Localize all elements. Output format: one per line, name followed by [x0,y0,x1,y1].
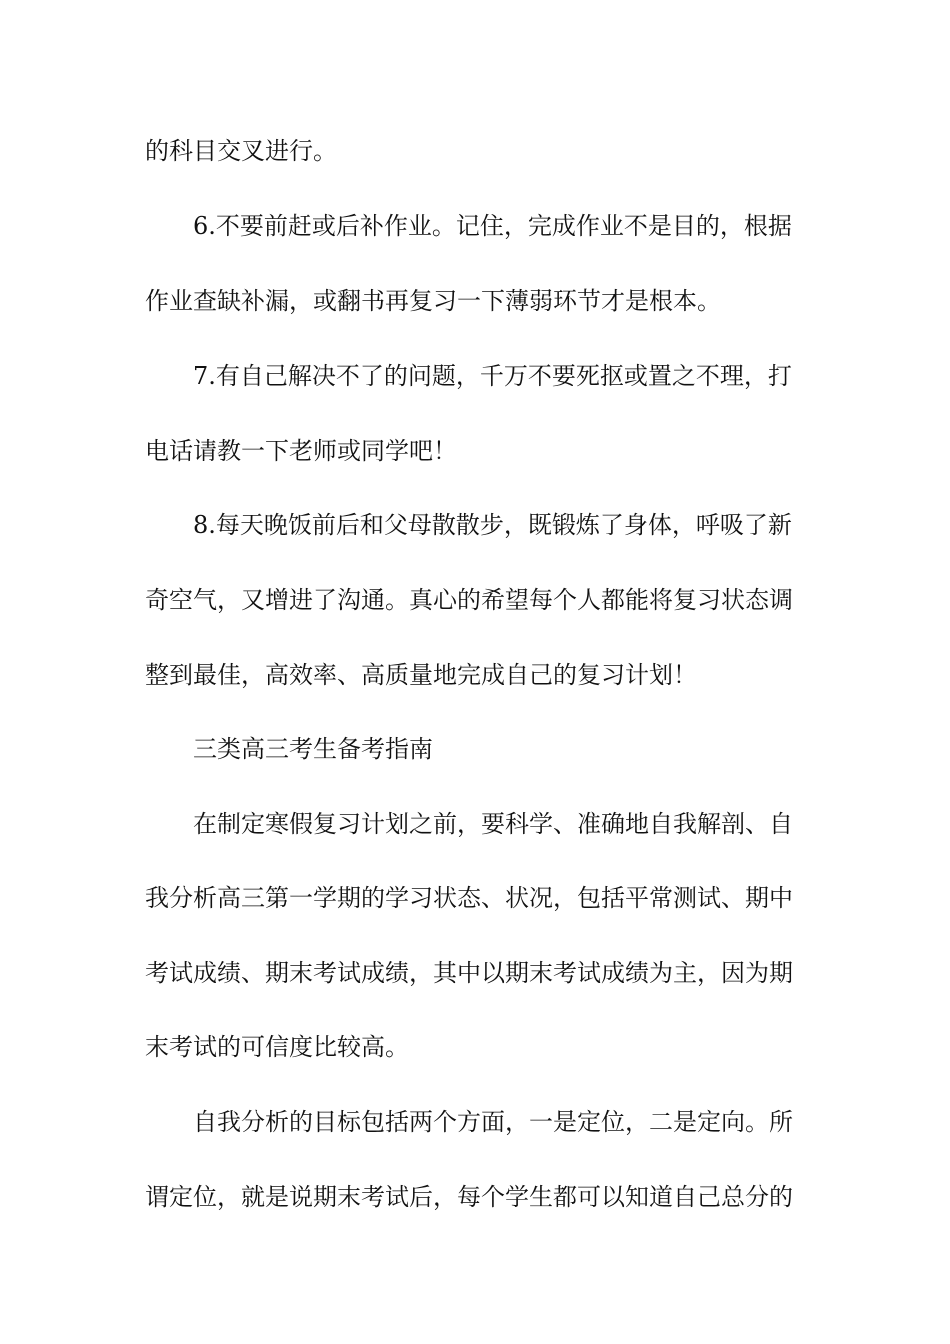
text-line: 末考试的可信度比较高。 [145,1033,409,1061]
text-line: 考试成绩、期末考试成绩，其中以期末考试成绩为主，因为期 [145,959,793,987]
text-line: 8.每天晚饭前后和父母散散步，既锻炼了身体，呼吸了新 [193,511,792,539]
text-line: 电话请教一下老师或同学吧！ [145,437,457,465]
text-line: 我分析高三第一学期的学习状态、状况，包括平常测试、期中 [145,884,793,912]
text-line: 6.不要前赶或后补作业。记住，完成作业不是目的，根据 [193,212,792,240]
text-line: 在制定寒假复习计划之前，要科学、准确地自我解剖、自 [193,810,793,838]
text-line: 的科目交叉进行。 [145,137,337,165]
text-line: 整到最佳，高效率、高质量地完成自己的复习计划！ [145,661,697,689]
text-line: 作业查缺补漏，或翻书再复习一下薄弱环节才是根本。 [145,287,721,315]
text-line: 谓定位，就是说期末考试后，每个学生都可以知道自己总分的 [145,1183,793,1211]
text-line: 自我分析的目标包括两个方面，一是定位，二是定向。所 [193,1108,793,1136]
section-heading: 三类高三考生备考指南 [193,735,433,763]
text-line: 奇空气，又增进了沟通。真心的希望每个人都能将复习状态调 [145,586,793,614]
text-line: 7.有自己解决不了的问题，千万不要死抠或置之不理，打 [193,362,792,390]
